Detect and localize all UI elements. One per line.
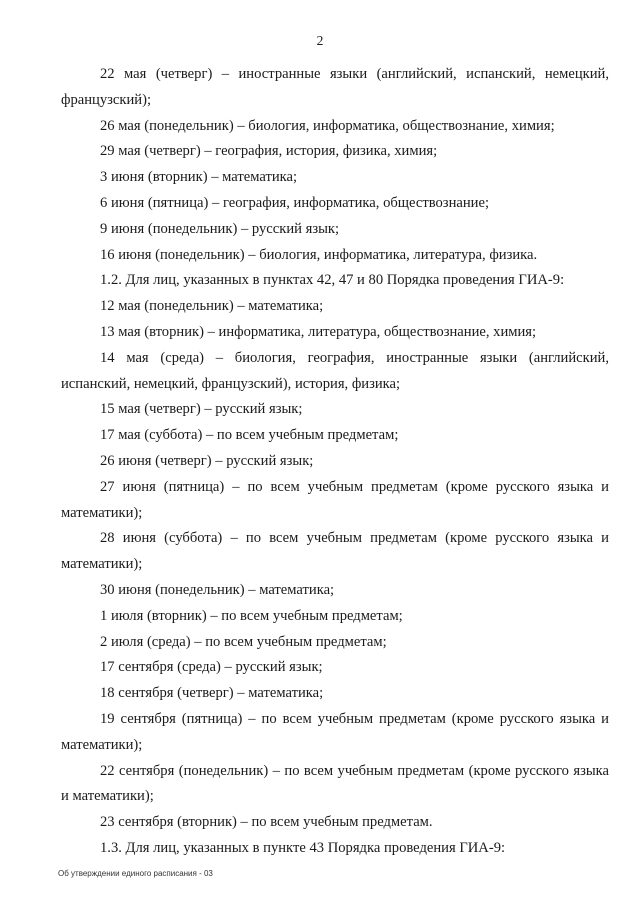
section-heading: 1.2. Для лиц, указанных в пунктах 42, 47 и 80 Порядка проведения ГИА-9: — [100, 272, 565, 289]
document-footer: Об утверждении единого расписания - 03 — [58, 869, 213, 878]
paragraph: 3 июня (вторник) – математика; — [100, 169, 298, 186]
paragraph: 2 июля (среда) – по всем учебным предметам; — [100, 633, 387, 650]
paragraph: 17 мая (суббота) – по всем учебным предметам; — [100, 427, 399, 444]
paragraph: 15 мая (четверг) – русский язык; — [100, 401, 303, 418]
paragraph: 16 июня (понедельник) – биология, информатика, литература, физика. — [100, 246, 538, 263]
paragraph: 22 сентября (понедельник) – по всем учебным предметам (кроме русского языка и математики); — [61, 762, 609, 805]
paragraph: 12 мая (понедельник) – математика; — [100, 298, 324, 315]
paragraph: 13 мая (вторник) – информатика, литература, обществознание, химия; — [100, 323, 537, 340]
paragraph: 1 июля (вторник) – по всем учебным предметам; — [100, 607, 403, 624]
paragraph: 18 сентября (четверг) – математика; — [100, 685, 324, 702]
paragraph: 28 июня (суббота) – по всем учебным предметам (кроме русского языка и математики); — [61, 530, 609, 573]
paragraph: 22 мая (четверг) – иностранные языки (английский, испанский, немецкий, французский); — [61, 66, 609, 108]
paragraph: 29 мая (четверг) – география, история, физика, химия; — [100, 143, 438, 160]
paragraph: 23 сентября (вторник) – по всем учебным предметам. — [100, 814, 433, 831]
paragraph: 19 сентября (пятница) – по всем учебным предметам (кроме русского языка и математики); — [61, 710, 609, 753]
page-number: 2 — [316, 33, 324, 48]
paragraph: 14 мая (среда) – биология, география, иностранные языки (английский, испанский, немецкий, французский), история, физика; — [61, 349, 609, 392]
paragraph: 27 июня (пятница) – по всем учебным предметам (кроме русского языка и математики); — [61, 478, 609, 521]
paragraph: 17 сентября (среда) – русский язык; — [100, 659, 323, 676]
paragraph: 30 июня (понедельник) – математика; — [100, 581, 335, 598]
paragraph: 9 июня (понедельник) – русский язык; — [100, 220, 340, 237]
paragraph: 26 мая (понедельник) – биология, информатика, обществознание, химия; — [100, 117, 555, 134]
document-body — [61, 62, 609, 862]
paragraph: 6 июня (пятница) – география, информатика, обществознание; — [100, 194, 490, 211]
section-heading: 1.3. Для лиц, указанных в пункте 43 Порядка проведения ГИА-9: — [100, 839, 506, 856]
paragraph: 26 июня (четверг) – русский язык; — [100, 452, 314, 469]
